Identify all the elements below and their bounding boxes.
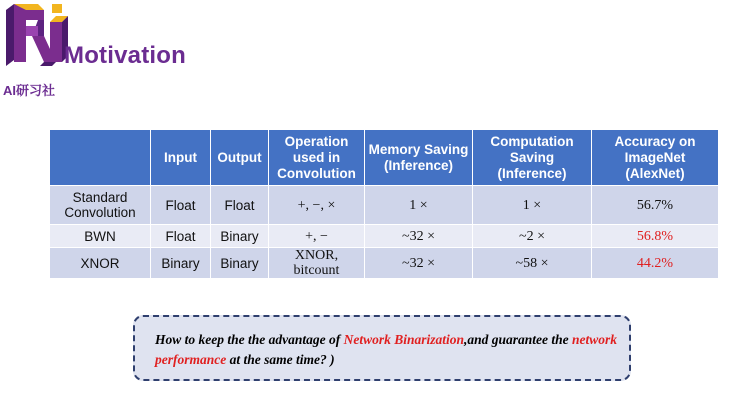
table-row <box>50 186 719 225</box>
table-cell-output: Binary <box>211 248 269 279</box>
table-header-cell <box>50 130 151 186</box>
question-callout <box>133 315 631 381</box>
question-text: ,and guarantee the <box>464 332 573 347</box>
table-cell-input: Binary <box>151 248 211 279</box>
table-cell-operation: +, − <box>269 225 365 248</box>
table-cell-method: Standard Convolution <box>50 186 151 225</box>
table-cell-method: XNOR <box>50 248 151 279</box>
table-cell-operation: +, −, × <box>269 186 365 225</box>
table-cell-operation: XNOR, bitcount <box>269 248 365 279</box>
page-title: Motivation <box>64 42 186 69</box>
ai-logo-icon <box>2 2 72 70</box>
table-cell-output: Binary <box>211 225 269 248</box>
table-header-cell: Memory Saving (Inference) <box>365 130 473 186</box>
question-highlight-performance: network performance <box>155 332 618 367</box>
table-cell-computation: 1 × <box>473 186 592 225</box>
table-row <box>50 248 719 279</box>
question-highlight-binarization: Network Binarization <box>343 332 465 347</box>
table-header-cell: Computation Saving (Inference) <box>473 130 592 186</box>
table-cell-computation: ~2 × <box>473 225 592 248</box>
logo-subtitle: AI研习社 <box>3 83 56 98</box>
comparison-table <box>49 129 719 279</box>
table-cell-accuracy: 44.2% <box>592 248 719 279</box>
question-text: at the same time? ) <box>226 352 335 367</box>
table-cell-output: Float <box>211 186 269 225</box>
question-text: How to keep the the advantage of <box>155 332 344 347</box>
table-cell-accuracy: 56.8% <box>592 225 719 248</box>
table-cell-method: BWN <box>50 225 151 248</box>
table-cell-memory: ~32 × <box>365 225 473 248</box>
table-header-cell: Accuracy on ImageNet (AlexNet) <box>592 130 719 186</box>
table-header-row <box>50 130 719 186</box>
table-cell-accuracy: 56.7% <box>592 186 719 225</box>
table-header-cell: Output <box>211 130 269 186</box>
table-cell-input: Float <box>151 225 211 248</box>
table-header-cell: Operation used in Convolution <box>269 130 365 186</box>
table-cell-memory: 1 × <box>365 186 473 225</box>
table-header-cell: Input <box>151 130 211 186</box>
table-cell-computation: ~58 × <box>473 248 592 279</box>
table-row <box>50 225 719 248</box>
table-cell-input: Float <box>151 186 211 225</box>
table-cell-memory: ~32 × <box>365 248 473 279</box>
